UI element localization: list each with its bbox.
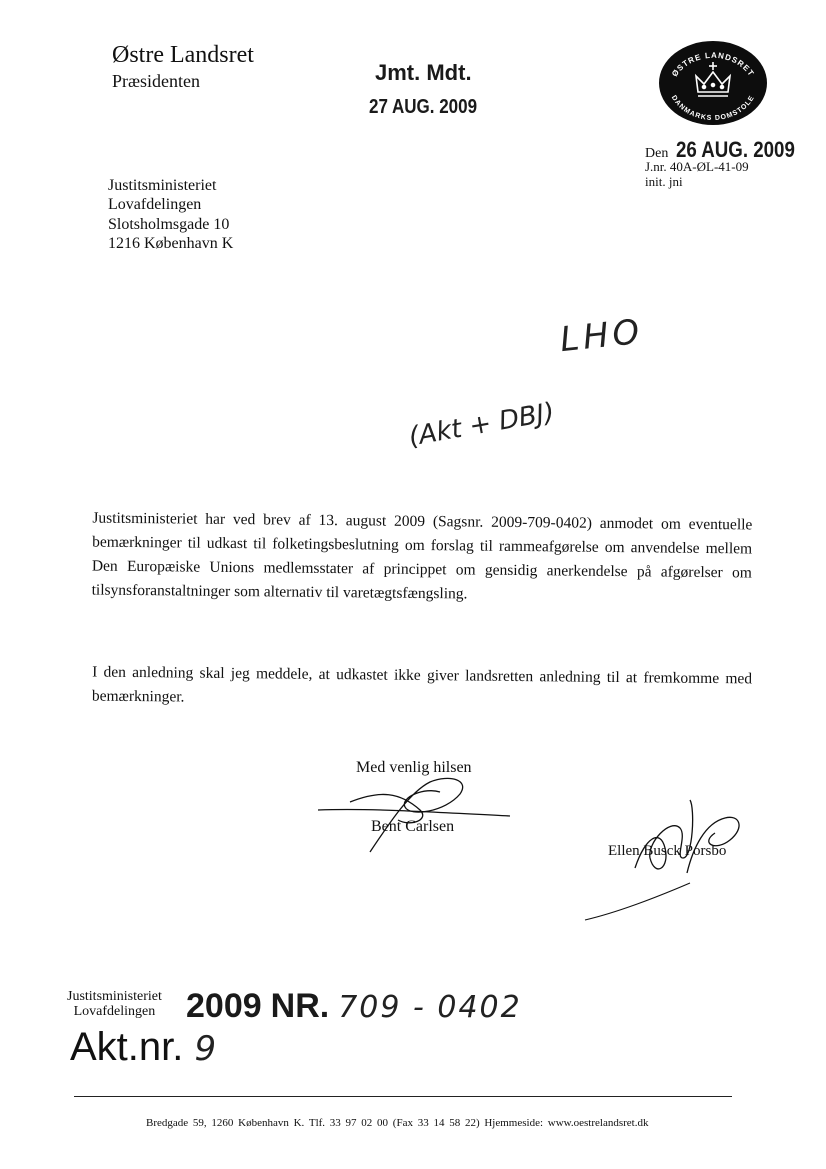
received-stamp-title: Jmt. Mdt. [375, 60, 472, 85]
journal-stamp-nr-label: NR. [270, 987, 330, 1025]
body-paragraph-2-text: I den anledning skal jeg meddele, at udkastet ikke giver landsretten anledning til at fremkomme med bemærkninger. [91, 663, 753, 706]
sender-title: Præsidenten [112, 71, 200, 91]
date-stamp: 26 AUG. 2009 [676, 137, 796, 162]
footer-address: Bredgade 59, 1260 København K. Tlf. 33 97 02 00 (Fax 33 14 58 22) Hjemmeside: www.oestrelandsret.dk [146, 1117, 649, 1129]
journal-stamp-number-row [186, 984, 522, 1026]
recipient-line-3: Slotsholmsgade 10 [108, 216, 230, 233]
signature-ellen-busck-porsbo [575, 798, 765, 928]
recipient-line-2: Lovafdelingen [108, 196, 202, 213]
akt-label: Akt.nr. [70, 1025, 184, 1069]
court-seal [658, 40, 768, 126]
seal-top-text: ØSTRE LANDSRET [670, 50, 757, 79]
seal-bottom-text: DANMARKS DOMSTOLE [669, 94, 757, 123]
footer-divider [74, 1096, 732, 1097]
date-label: Den [645, 146, 669, 161]
signature-bent-carlsen [310, 772, 520, 852]
recipient-line-4: 1216 København K [108, 235, 234, 252]
journal-number: J.nr. 40A-ØL-41-09 [645, 159, 749, 174]
journal-stamp-number: 709 - 0402 [338, 990, 522, 1025]
body-paragraph-2 [92, 661, 752, 716]
signer-2-name: Ellen Busck Porsbo [608, 843, 727, 859]
body-paragraph-1-text: Justitsministeriet har ved brev af 13. august 2009 (Sagsnr. 2009-709-0402) anmodet om eventuelle bemærkninger til udkast til folketingsbeslutning om forslag til rammeafgørelse om anvendelse mellem Den Europæiske Unions medlemsstater af princippet om gensidig anerkendelse på afgørelser om tilsynsforanstaltninger som alternativ til varetægtsfængsling. [91, 509, 753, 603]
body-paragraph-1 [92, 507, 753, 610]
journal-stamp-year: 2009 [186, 987, 262, 1025]
sender-name: Østre Landsret [112, 42, 254, 68]
journal-stamp-label-line-1: Justitsministeriet [67, 989, 162, 1004]
handwritten-note-akt: (Akt + DBJ) [406, 397, 557, 453]
received-stamp-date: 27 AUG. 2009 [369, 96, 478, 118]
akt-number: 9 [194, 1029, 217, 1069]
signer-1-name: Bent Carlsen [371, 818, 455, 835]
akt-row [70, 1025, 216, 1070]
journal-stamp-label-line-2: Lovafdelingen [73, 1004, 156, 1019]
closing-salutation: Med venlig hilsen [356, 759, 472, 776]
recipient-line-1: Justitsministeriet [108, 177, 217, 194]
journal-stamp-label [67, 989, 162, 1019]
initials: init. jni [645, 174, 683, 189]
handwritten-note-lho: LHO [558, 311, 646, 361]
